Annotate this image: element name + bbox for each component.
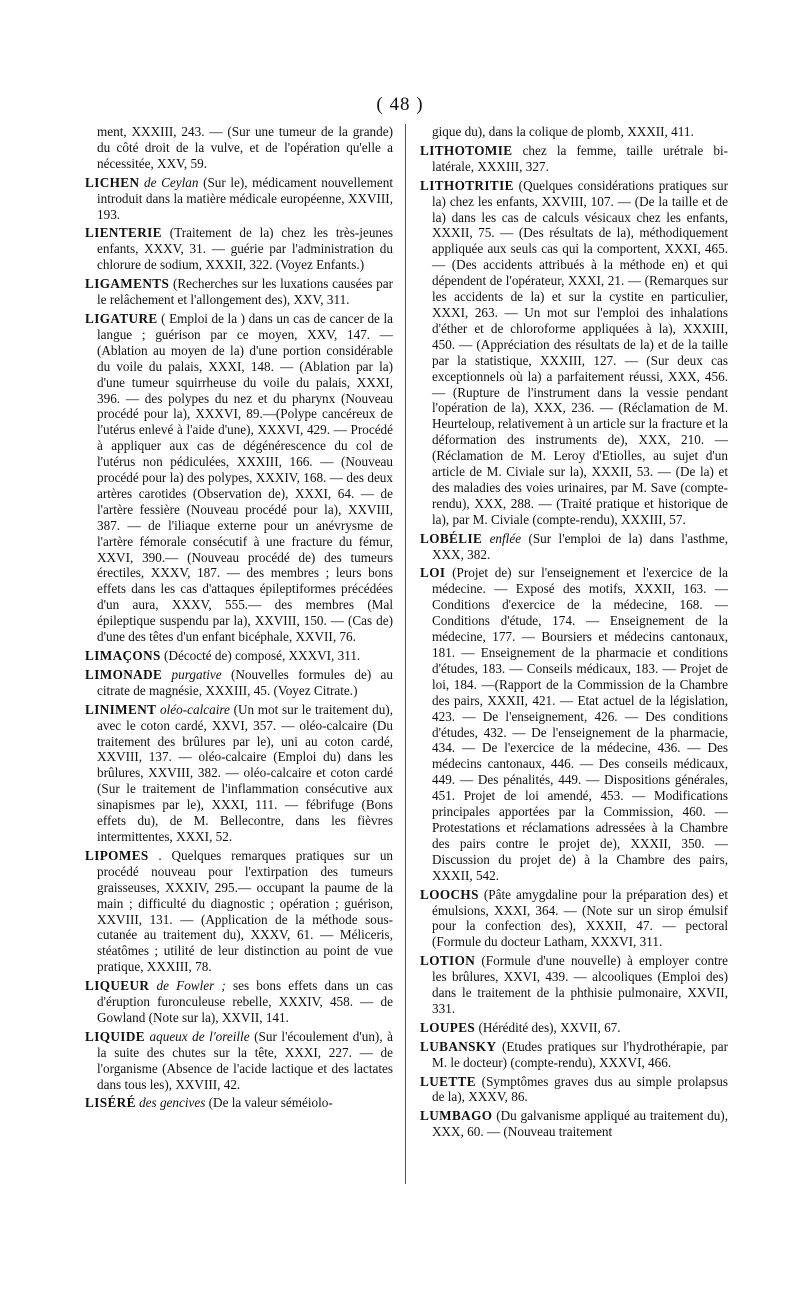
entry-text: (Traitement de la) chez les très-jeunes enfants, XXXV, 31. — guérie par l'administration du chlorure de sodium, XXXII, 322. (Voyez Enfants.) bbox=[97, 225, 394, 273]
entry-headword: LITHOTRITIE bbox=[420, 177, 514, 193]
entry-text: (Symptômes graves dus au simple prolapsus de la), XXXV, 86. bbox=[432, 1073, 729, 1105]
index-entry bbox=[85, 124, 393, 172]
entry-text: (Hérédité des), XXVII, 67. bbox=[478, 1019, 621, 1035]
entry-text: (Projet de) sur l'enseignement et l'exercice de la médecine. — Exposé des motifs, XXXII, 163. — Conditions d'exercice de la médecine, 168. — Conditions d'étude, 174. — Enseignement de la médecine, 177. — Boursiers et médecins cantonaux, 181. — Enseignement de la pharmacie et conditions d'études, 183. — Conseils médicaux, 183. — Projet de loi, 184. —(Rapport de la Commission de la Chambre des pairs, XXXII, 421. — Etat actuel de la législation, 423. — De l'enseignement, 426. — Des conditions d'études, 432. — De l'enseignement de la pharmacie, 434. — De l'exercice de la médecine, 436. — Des médecins cantonaux, 446. — Des conseils médicaux, 449. — Des pénalités, 449. — Dispositions générales, 451. Projet de loi amendé, 453. — Modifications principales apportées par la Commission, 460. — Protestations et réclamations adressées à la Chambre des pairs contre le projet de), XXXII, 350. — Discussion du projet de) à la Chambre des pairs, XXXII, 542. bbox=[432, 565, 729, 883]
entry-text: (Sur l'écoulement d'un), à la suite des chutes sur la tête, XXXI, 227. — de l'organisme (Absence de l'acide lactique et des lactates dans tous les), XXVIII, 42. bbox=[97, 1028, 394, 1092]
entry-headword: LIMAÇONS bbox=[85, 648, 161, 663]
entry-headword: LISÉRÉ bbox=[85, 1095, 136, 1111]
index-entry bbox=[420, 1020, 728, 1036]
index-entry bbox=[420, 1074, 728, 1106]
entry-headword: LIPOMES bbox=[85, 847, 149, 863]
entry-text: (Sur l'emploi de la) dans l'asthme, XXX, 382. bbox=[432, 530, 728, 562]
entry-headword: LIQUIDE bbox=[85, 1028, 145, 1044]
entry-text: gique du), dans la colique de plomb, XXXII, 411. bbox=[432, 124, 694, 139]
entry-text: . Quelques remarques pratiques sur un procédé nouveau pour l'extirpation des tumeurs graisseuses, XXXIV, 295.— occupant la paume de la main ; difficulté du diagnostic ; opération ; guérison, XXVIII, 131. — (Application de la méthode sous-cutanée au traitement du), XXXV, 61. — Méliceris, stéatômes ; utilité de leur distinction au point de vue pratique, XXXIII, 78. bbox=[97, 847, 394, 975]
index-entry bbox=[85, 276, 393, 308]
entry-headword: LITHOTOMIE bbox=[420, 142, 513, 158]
entry-text: (Du galvanisme appliqué au traitement du), XXX, 60. — (Nouveau traitement bbox=[432, 1108, 729, 1140]
entry-qualifier: de Ceylan bbox=[144, 174, 199, 190]
entry-headword: LUETTE bbox=[420, 1073, 476, 1089]
entry-text: (Pâte amygdaline pour la préparation des) et émulsions, XXXI, 364. — (Note sur un sirop émulsif pour la confection des), XXXII, 47. — pectoral (Formule du docteur Latham, XXXVI, 311. bbox=[432, 886, 728, 950]
entry-headword: LUBANSKY bbox=[420, 1038, 497, 1054]
index-entry bbox=[85, 175, 393, 223]
entry-headword: LOOCHS bbox=[420, 886, 479, 902]
entry-headword: LOTION bbox=[420, 953, 476, 969]
index-entry bbox=[420, 953, 728, 1017]
entry-text: (Formule d'une nouvelle) à employer contre les brûlures, XXVI, 439. — alcooliques (Emploi des) dans le traitement de la phthisie pulmonaire, XXVII, 331. bbox=[432, 953, 729, 1016]
entry-text: (Décocté de) composé, XXXVI, 311. bbox=[164, 648, 361, 663]
entry-qualifier: oléo-calcaire bbox=[160, 701, 230, 717]
index-entry bbox=[85, 1095, 393, 1111]
entry-text: ( Emploi de la ) dans un cas de cancer de la langue ; guérison par ce moyen, XXV, 147. — (Ablation au moyen de la) d'une portion considérable du voile du palais, XXXI, 148. — (Ablation par la) d'une tumeur squirrheuse du voile du palais, XXXI, 396. — des polypes du nez et du pharynx (Nouveau procédé pour la), XXXVI, 89.—(Polype cancéreux de l'utérus enlevé à l'aide d'une), XXXVI, 429. — Procédé à appliquer aux cas de dégénérescence du col de l'utérus non pédiculées, XXXIII, 166. — (Nouveau procédé pour la) des polypes, XXXIV, 168. — des deux artères carotides (Observation de), XXXI, 64. — de l'artère fessière (Nouveau procédé pour la), XXVIII, 387. — de l'iliaque externe pour un anévrysme de l'artère fémorale consécutif à une fracture du fémur, XXVI, 390.— (Nouveau procédé de) des tumeurs érectiles, XXXV, 187. — des membres ; leurs bons effets dans les cas d'attaques épileptiformes précédées d'un aura, XXXV, 555.— des membres (Mal épileptique suspendu par la), XXVIII, 150. — (Cas de) d'une des têtes d'un enfant bicéphale, XXVII, 76. bbox=[97, 310, 393, 645]
page-number: ( 48 ) bbox=[376, 94, 424, 115]
entry-text: (Etudes pratiques sur l'hydrothérapie, par M. le docteur) (compte-rendu), XXXVI, 466. bbox=[432, 1038, 729, 1070]
entry-text: chez la femme, taille urétrale bi-latérale, XXXIII, 327. bbox=[432, 142, 729, 174]
entry-qualifier: purgative bbox=[171, 666, 222, 682]
entry-headword: LIENTERIE bbox=[85, 225, 162, 241]
entry-qualifier: des gencives bbox=[139, 1095, 206, 1111]
entry-headword: LOBÉLIE bbox=[420, 530, 483, 546]
index-entry bbox=[420, 124, 728, 140]
index-entry bbox=[85, 1029, 393, 1093]
index-entry bbox=[85, 648, 393, 664]
index-entry bbox=[420, 565, 728, 883]
index-entry bbox=[420, 178, 728, 528]
entry-headword: LUMBAGO bbox=[420, 1108, 493, 1124]
entry-qualifier: enflée bbox=[489, 530, 522, 546]
entry-headword: LICHEN bbox=[85, 174, 140, 190]
index-entry bbox=[420, 143, 728, 175]
index-entry bbox=[85, 667, 393, 699]
index-entry bbox=[85, 702, 393, 845]
entry-text: (Un mot sur le traitement du), avec le coton cardé, XXVI, 357. — oléo-calcaire (Du traitement des brûlures par le), uni au coton cardé, XXVIII, 137. — oléo-calcaire (Emploi du) dans les brûlures, XXVIII, 382. — oléo-calcaire et coton cardé (Sur le traitement de l'inflammation consécutive aux sinapismes par le), XXXI, 111. — fébrifuge (Bons effets du), de M. Bellecontre, dans les fièvres intermittentes, XXXI, 52. bbox=[97, 701, 393, 844]
entry-headword: LOI bbox=[420, 565, 446, 581]
index-entry bbox=[85, 848, 393, 975]
entry-headword: LIMONADE bbox=[85, 666, 163, 682]
entry-text: (Recherches sur les luxations causées par le relâchement et l'allongement des), XXV, 311. bbox=[97, 276, 393, 308]
index-entry bbox=[85, 225, 393, 273]
entry-qualifier: aqueux de l'oreille bbox=[149, 1028, 250, 1044]
index-entry bbox=[420, 531, 728, 563]
entry-headword: LINIMENT bbox=[85, 701, 157, 717]
entry-text: (Quelques considérations pratiques sur la) chez les enfants, XXVIII, 107. — (De la taille et de la) dans les cas de calculs vésicaux chez les enfants, XXXII, 75. — (Des résultats de la), méthodiquement appliquée aux seuls cas qui la comportent, XXXI, 465. — (Des accidents attribués à la méthode en) et qui dépendent de l'opérateur, XXXI, 21. — (Remarques sur les accidents de la) et sur la cystite en particulier, XXXI, 263. — Un mot sur l'emploi des inhalations d'éther et de chloroforme appliquées à la), XXXIII, 450. — (Appréciation des résultats de la) et de la taille par la statistique, XXXIII, 127. — (Sur deux cas exceptionnels où la) a parfaitement réussi, XXX, 456. — (Rupture de l'instrument dans la vessie pendant l'opération de la), XXX, 236. — (Réclamation de M. Heurteloup, relativement à un article sur la fracture et la déformation des instruments de), XXX, 210. — (Réclamation de M. Leroy d'Etiolles, au sujet d'un article de M. Civiale sur la), XXXII, 53. — (De la) et des maladies des voies urinaires, par M. Save (compte-rendu), XXX, 288. — (Traité pratique et historique de la), par M. Civiale (compte-rendu), XXXIII, 57. bbox=[432, 177, 728, 527]
index-entry bbox=[420, 1039, 728, 1071]
index-entry bbox=[85, 311, 393, 645]
index-entry bbox=[420, 1108, 728, 1140]
entry-text: ses bons effets dans un cas d'éruption furonculeuse rebelle, XXXIV, 458. — de Gowland (Note sur la), XXVII, 141. bbox=[97, 978, 394, 1025]
entry-headword: LIGATURE bbox=[85, 310, 158, 326]
entry-text: (Sur le), médicament nouvellement introduit dans la matière médicale européenne, XXVIII, 193. bbox=[97, 174, 394, 222]
entry-headword: LOUPES bbox=[420, 1019, 476, 1035]
entry-qualifier: de Fowler ; bbox=[156, 978, 226, 994]
entry-text: ment, XXXIII, 243. — (Sur une tumeur de la grande) du côté droit de la vulve, et de l'opération qu'elle a nécessitée, XXV, 59. bbox=[97, 124, 393, 171]
left-column bbox=[85, 124, 393, 1114]
entry-text: (De la valeur séméiolo- bbox=[208, 1095, 333, 1111]
column-divider bbox=[405, 124, 406, 1184]
right-column bbox=[420, 124, 728, 1143]
entry-headword: LIQUEUR bbox=[85, 978, 150, 994]
index-entry bbox=[85, 978, 393, 1026]
entry-text: (Nouvelles formules de) au citrate de magnésie, XXXIII, 45. (Voyez Citrate.) bbox=[97, 666, 394, 698]
entry-headword: LIGAMENTS bbox=[85, 276, 170, 292]
index-entry bbox=[420, 887, 728, 951]
